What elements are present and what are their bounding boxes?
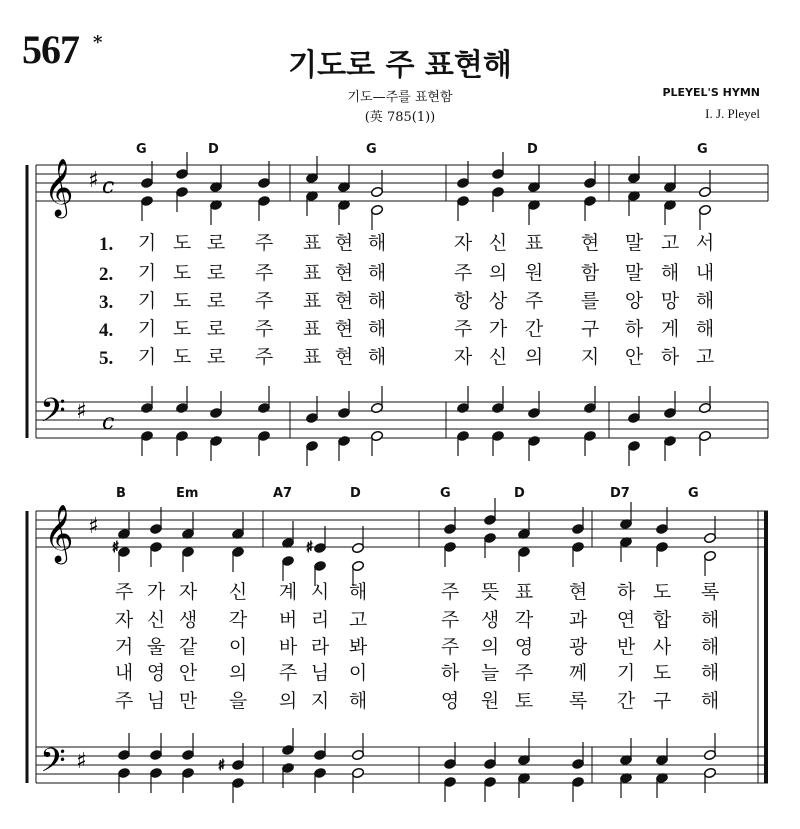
lyric-syllable: 주: [114, 581, 134, 603]
chord-symbol: D: [350, 486, 361, 501]
lyric-syllable: 각: [514, 609, 534, 631]
lyric-syllable: 가: [146, 581, 166, 603]
lyric-syllable: 로: [206, 290, 226, 312]
lyric-syllable: 원: [524, 262, 544, 284]
lyric-syllable: 를: [580, 290, 600, 312]
chord-symbol: D: [208, 142, 219, 157]
lyric-syllable: 하: [660, 346, 680, 368]
lyric-syllable: 구: [580, 318, 600, 340]
lyric-syllable: 하: [616, 581, 636, 603]
lyric-syllable: 원: [480, 690, 500, 712]
lyric-syllable: 현: [334, 346, 354, 368]
lyric-syllable: 말: [624, 232, 644, 254]
lyric-syllable: 신: [488, 232, 508, 254]
lyric-syllable: 같: [178, 636, 198, 658]
lyric-syllable: 사: [652, 636, 672, 658]
lyric-syllable: 리: [310, 609, 330, 631]
key-signature-sharp: ♯: [76, 399, 87, 424]
lyric-syllable: 주: [440, 609, 460, 631]
lyric-syllable: 함: [580, 262, 600, 284]
lyric-syllable: 주: [453, 318, 473, 340]
chord-symbol: Em: [176, 486, 199, 501]
lyric-syllable: 과: [568, 609, 588, 631]
lyric-syllable: 해: [348, 690, 368, 712]
lyric-syllable: 표: [302, 290, 322, 312]
verse-number: 1.: [99, 234, 114, 255]
lyric-syllable: 표: [514, 581, 534, 603]
chord-symbol: G: [136, 142, 147, 157]
lyric-syllable: 기: [137, 318, 157, 340]
lyric-syllable: 고: [695, 346, 715, 368]
hymn-star-mark: *: [93, 32, 103, 53]
sharp-accidental: ♯: [306, 538, 314, 556]
lyric-syllable: 고: [348, 609, 368, 631]
lyric-syllable: 만: [178, 690, 198, 712]
lyric-syllable: 현: [334, 232, 354, 254]
hymn-title: 기도로 주 표현해: [288, 48, 512, 83]
lyric-syllable: 자: [453, 232, 473, 254]
lyric-syllable: 구: [652, 690, 672, 712]
lyric-syllable: 주: [254, 318, 274, 340]
lyric-syllable: 울: [146, 636, 166, 658]
verse-number: 2.: [99, 264, 114, 285]
lyric-syllable: 기: [616, 662, 636, 684]
treble-clef-icon: 𝄞: [44, 158, 74, 216]
treble-clef-icon: 𝄞: [44, 504, 74, 562]
lyric-syllable: 현: [334, 290, 354, 312]
chord-symbol: D7: [610, 486, 630, 501]
lyric-syllable: 록: [700, 581, 720, 603]
time-signature: c: [102, 410, 115, 435]
chord-symbol: G: [688, 486, 699, 501]
lyric-syllable: 해: [695, 318, 715, 340]
verse-number: 4.: [99, 320, 114, 341]
lyric-syllable: 말: [624, 262, 644, 284]
lyric-syllable: 의: [480, 636, 500, 658]
lyric-syllable: 님: [310, 662, 330, 684]
lyric-syllable: 영: [440, 690, 460, 712]
key-signature-sharp: ♯: [88, 168, 99, 193]
lyric-syllable: 자: [178, 581, 198, 603]
lyric-syllable: 도: [172, 262, 192, 284]
lyric-syllable: 생: [480, 609, 500, 631]
lyric-syllable: 광: [568, 636, 588, 658]
chord-symbol: G: [440, 486, 451, 501]
lyric-syllable: 생: [178, 609, 198, 631]
lyric-syllable: 거: [114, 636, 134, 658]
chord-symbol: G: [366, 142, 377, 157]
chord-symbol: D: [514, 486, 525, 501]
chord-symbol: A7: [273, 486, 293, 501]
lyric-syllable: 영: [514, 636, 534, 658]
lyric-syllable: 주: [514, 662, 534, 684]
lyric-syllable: 도: [652, 581, 672, 603]
bass-clef-icon: 𝄢: [40, 392, 66, 438]
time-signature: c: [102, 174, 115, 199]
chord-symbol: G: [697, 142, 708, 157]
lyric-syllable: 늘: [480, 662, 500, 684]
lyric-syllable: 해: [700, 662, 720, 684]
lyric-syllable: 로: [206, 346, 226, 368]
lyric-syllable: 버: [278, 609, 298, 631]
lyric-syllable: 도: [172, 318, 192, 340]
lyric-syllable: 주: [254, 262, 274, 284]
lyric-syllable: 신: [146, 609, 166, 631]
chord-symbol: D: [527, 142, 538, 157]
lyric-syllable: 표: [302, 346, 322, 368]
lyric-syllable: 하: [624, 318, 644, 340]
lyric-syllable: 해: [367, 346, 387, 368]
lyric-syllable: 주: [254, 232, 274, 254]
lyric-syllable: 내: [114, 662, 134, 684]
lyric-syllable: 이: [348, 662, 368, 684]
lyric-syllable: 각: [228, 609, 248, 631]
lyric-syllable: 께: [568, 662, 588, 684]
verse-number: 5.: [99, 348, 114, 369]
lyric-syllable: 영: [146, 662, 166, 684]
lyric-syllable: 바: [278, 636, 298, 658]
lyric-syllable: 이: [228, 636, 248, 658]
lyric-syllable: 안: [178, 662, 198, 684]
lyric-syllable: 현: [580, 232, 600, 254]
lyric-syllable: 신: [488, 346, 508, 368]
lyric-syllable: 의: [488, 262, 508, 284]
lyric-syllable: 내: [695, 262, 715, 284]
lyric-syllable: 님: [146, 690, 166, 712]
lyric-syllable: 가: [488, 318, 508, 340]
lyric-syllable: 기: [137, 232, 157, 254]
lyric-syllable: 자: [453, 346, 473, 368]
lyric-syllable: 현: [568, 581, 588, 603]
lyric-syllable: 해: [660, 262, 680, 284]
lyric-syllable: 해: [348, 581, 368, 603]
lyric-syllable: 표: [302, 232, 322, 254]
lyric-syllable: 서: [695, 232, 715, 254]
lyric-syllable: 주: [254, 346, 274, 368]
lyric-syllable: 로: [206, 232, 226, 254]
key-signature-sharp: ♯: [76, 749, 87, 774]
lyric-syllable: 해: [700, 609, 720, 631]
verse-number: 3.: [99, 292, 114, 313]
lyric-syllable: 토: [514, 690, 534, 712]
lyric-syllable: 해: [695, 290, 715, 312]
lyric-syllable: 로: [206, 318, 226, 340]
lyric-syllable: 주: [524, 290, 544, 312]
lyric-syllable: 표: [302, 262, 322, 284]
lyric-syllable: 해: [700, 636, 720, 658]
bass-clef-icon: 𝄢: [40, 742, 66, 788]
lyric-syllable: 하: [440, 662, 460, 684]
lyric-syllable: 주: [278, 662, 298, 684]
lyric-syllable: 시: [310, 581, 330, 603]
sharp-accidental: ♯: [112, 538, 120, 556]
chord-symbol: B: [116, 486, 126, 501]
lyric-syllable: 계: [278, 581, 298, 603]
lyric-syllable: 기: [137, 346, 157, 368]
lyric-syllable: 해: [367, 290, 387, 312]
lyric-syllable: 라: [310, 636, 330, 658]
lyric-syllable: 상: [488, 290, 508, 312]
lyric-syllable: 뜻: [480, 581, 500, 603]
lyric-syllable: 주: [440, 636, 460, 658]
hymn-reference: (英 785(1)): [364, 110, 436, 125]
lyric-syllable: 도: [172, 232, 192, 254]
lyric-syllable: 현: [334, 262, 354, 284]
lyric-syllable: 해: [367, 262, 387, 284]
lyric-syllable: 도: [172, 290, 192, 312]
lyric-syllable: 현: [334, 318, 354, 340]
lyric-syllable: 반: [616, 636, 636, 658]
lyric-syllable: 망: [660, 290, 680, 312]
lyric-syllable: 주: [114, 690, 134, 712]
hymn-number: 567: [22, 27, 79, 72]
lyric-syllable: 도: [172, 346, 192, 368]
lyric-syllable: 기: [137, 262, 157, 284]
tune-name: PLEYEL'S HYMN: [662, 86, 760, 99]
lyric-syllable: 해: [700, 690, 720, 712]
sharp-accidental: ♯: [218, 756, 226, 774]
lyric-syllable: 간: [616, 690, 636, 712]
lyric-syllable: 을: [228, 690, 248, 712]
lyric-syllable: 주: [254, 290, 274, 312]
lyric-syllable: 신: [228, 581, 248, 603]
lyric-syllable: 자: [114, 609, 134, 631]
lyric-syllable: 해: [367, 318, 387, 340]
lyric-syllable: 표: [302, 318, 322, 340]
lyric-syllable: 표: [524, 232, 544, 254]
lyric-syllable: 지: [310, 690, 330, 712]
lyric-syllable: 앙: [624, 290, 644, 312]
lyric-syllable: 합: [652, 609, 672, 631]
lyric-syllable: 안: [624, 346, 644, 368]
lyric-syllable: 해: [367, 232, 387, 254]
lyric-syllable: 로: [206, 262, 226, 284]
lyric-syllable: 기: [137, 290, 157, 312]
lyric-syllable: 간: [524, 318, 544, 340]
lyric-syllable: 연: [616, 609, 636, 631]
lyric-syllable: 지: [580, 346, 600, 368]
lyric-syllable: 의: [278, 690, 298, 712]
key-signature-sharp: ♯: [88, 514, 99, 539]
lyric-syllable: 도: [652, 662, 672, 684]
lyric-syllable: 록: [568, 690, 588, 712]
lyric-syllable: 항: [453, 290, 473, 312]
lyric-syllable: 봐: [348, 636, 368, 658]
lyric-syllable: 게: [660, 318, 680, 340]
hymn-subtitle: 기도—주를 표현함: [347, 90, 453, 105]
composer: I. J. Pleyel: [705, 106, 760, 121]
lyric-syllable: 주: [440, 581, 460, 603]
lyric-syllable: 주: [453, 262, 473, 284]
lyric-syllable: 의: [524, 346, 544, 368]
lyric-syllable: 의: [228, 662, 248, 684]
lyric-syllable: 고: [660, 232, 680, 254]
